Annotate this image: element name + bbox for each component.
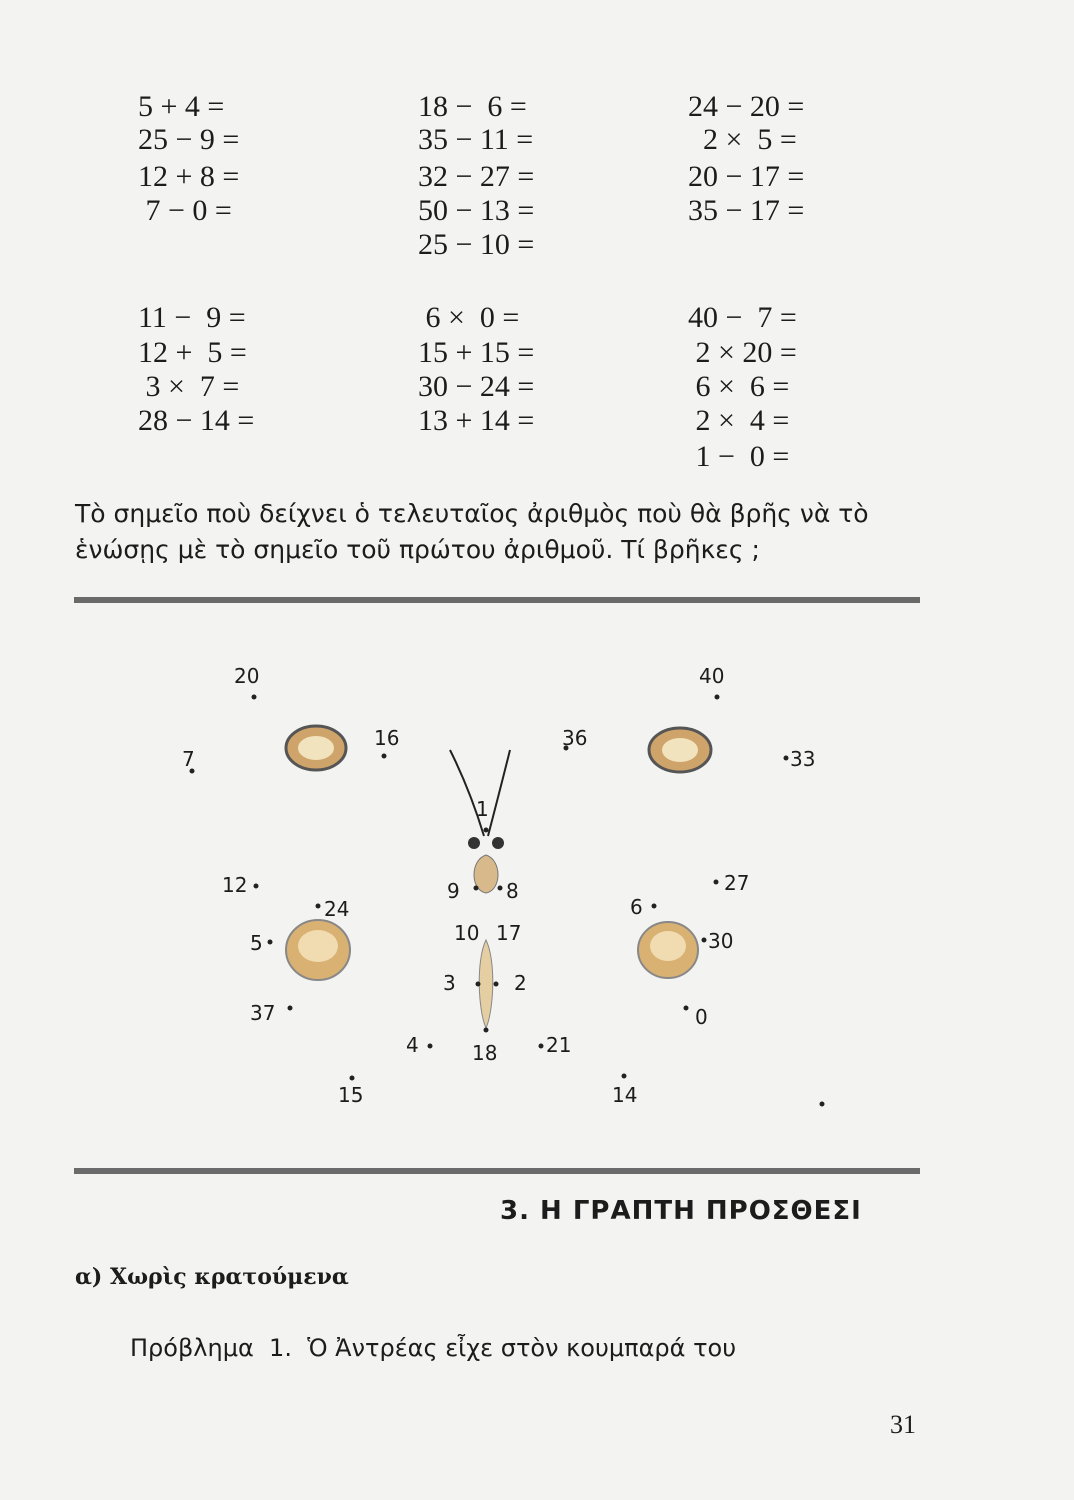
dot-label-9: 9 xyxy=(447,879,460,903)
butterfly-body xyxy=(479,940,493,1028)
problem-text: Πρόβλημα 1. Ὁ Ἀντρέας εἶχε στὸν κουμπαρά του xyxy=(130,1334,737,1362)
equation: 1 − 0 = xyxy=(688,440,790,473)
chestnut-highlight xyxy=(298,930,338,962)
equation: 50 − 13 = xyxy=(418,194,535,227)
dot-marker xyxy=(820,1102,825,1107)
dot-marker xyxy=(350,1076,355,1081)
equation: 24 − 20 = xyxy=(688,90,805,123)
equation: 40 − 7 = xyxy=(688,301,797,334)
dot-marker xyxy=(288,1006,293,1011)
left-antenna xyxy=(450,750,484,836)
dot-label-6: 6 xyxy=(630,895,643,919)
dot-marker xyxy=(476,982,481,987)
page-number: 31 xyxy=(890,1410,916,1439)
dot-label-7: 7 xyxy=(182,747,195,771)
dot-label-24: 24 xyxy=(324,897,350,921)
equation: 7 − 0 = xyxy=(138,194,232,227)
equation: 28 − 14 = xyxy=(138,404,255,437)
dot-label-12: 12 xyxy=(222,873,248,897)
dot-label-5: 5 xyxy=(250,931,263,955)
dot-marker xyxy=(382,754,387,759)
dot-label-3: 3 xyxy=(443,971,456,995)
dot-marker xyxy=(652,904,657,909)
dot-marker xyxy=(622,1074,627,1079)
dot-label-2: 2 xyxy=(514,971,527,995)
dot-label-33: 33 xyxy=(790,747,816,771)
dot-label-36: 36 xyxy=(562,726,588,750)
equation: 12 + 5 = xyxy=(138,336,247,369)
dot-marker xyxy=(254,884,259,889)
dot-label-18: 18 xyxy=(472,1041,498,1065)
equation: 30 − 24 = xyxy=(418,370,535,403)
dot-marker xyxy=(498,886,503,891)
equation: 25 − 9 = xyxy=(138,123,240,156)
chestnut-highlight xyxy=(662,738,698,762)
dot-marker xyxy=(316,904,321,909)
equation: 3 × 7 = xyxy=(138,370,240,403)
chestnut-highlight xyxy=(298,736,334,760)
equation: 25 − 10 = xyxy=(418,228,535,261)
divider-bottom xyxy=(74,1168,920,1174)
equation: 2 × 5 = xyxy=(688,123,797,156)
dot-marker xyxy=(252,695,257,700)
dot-marker xyxy=(484,828,489,833)
dot-label-27: 27 xyxy=(724,871,750,895)
equation: 2 × 20 = xyxy=(688,336,797,369)
dot-marker xyxy=(474,886,479,891)
chestnut-highlight xyxy=(650,931,686,961)
dot-label-15: 15 xyxy=(338,1083,364,1107)
dot-label-20: 20 xyxy=(234,664,260,688)
right-eye-icon xyxy=(492,837,504,849)
dot-label-30: 30 xyxy=(708,929,734,953)
dot-label-40: 40 xyxy=(699,664,725,688)
subsection-title: α) Χωρὶς κρατούμενα xyxy=(75,1264,349,1290)
connect-dots-instruction: Τὸ σημεῖο ποὺ δείχνει ὁ τελευταῖος ἀριθμὸς ποὺ θὰ βρῆς νὰ τὸ ἑνώσῃς μὲ τὸ σημεῖο τοῦ πρώτου ἀριθμοῦ. Τί βρῆκες ; xyxy=(75,499,869,564)
equation: 18 − 6 = xyxy=(418,90,527,123)
dot-label-0: 0 xyxy=(695,1005,708,1029)
dot-marker xyxy=(784,756,789,761)
dot-label-1: 1 xyxy=(476,797,489,821)
dot-label-8: 8 xyxy=(506,879,519,903)
dot-label-37: 37 xyxy=(250,1001,276,1025)
dot-label-10: 10 xyxy=(454,921,480,945)
dot-marker xyxy=(428,1044,433,1049)
equation: 13 + 14 = xyxy=(418,404,535,437)
equation: 12 + 8 = xyxy=(138,160,240,193)
equation: 20 − 17 = xyxy=(688,160,805,193)
equation: 6 × 0 = xyxy=(418,301,520,334)
section-title: 3. Η ΓΡΑΠΤΗ ΠΡΟΣΘΕΣΙ xyxy=(500,1196,862,1226)
right-antenna xyxy=(488,750,510,836)
dot-marker xyxy=(702,938,707,943)
dot-label-17: 17 xyxy=(496,921,522,945)
dot-marker xyxy=(484,1028,489,1033)
equation: 5 + 4 = xyxy=(138,90,225,123)
dot-label-4: 4 xyxy=(406,1033,419,1057)
equation: 2 × 4 = xyxy=(688,404,790,437)
dot-label-21: 21 xyxy=(546,1033,572,1057)
equation: 35 − 17 = xyxy=(688,194,805,227)
equation: 35 − 11 = xyxy=(418,123,534,156)
equation: 15 + 15 = xyxy=(418,336,535,369)
left-eye-icon xyxy=(468,837,480,849)
dot-label-16: 16 xyxy=(374,726,400,750)
equation: 6 × 6 = xyxy=(688,370,790,403)
dot-marker xyxy=(715,695,720,700)
equation: 32 − 27 = xyxy=(418,160,535,193)
dot-marker xyxy=(494,982,499,987)
dot-marker xyxy=(539,1044,544,1049)
dot-marker xyxy=(714,880,719,885)
dot-marker xyxy=(684,1006,689,1011)
dot-label-14: 14 xyxy=(612,1083,638,1107)
dot-marker xyxy=(268,940,273,945)
equation: 11 − 9 = xyxy=(138,301,246,334)
